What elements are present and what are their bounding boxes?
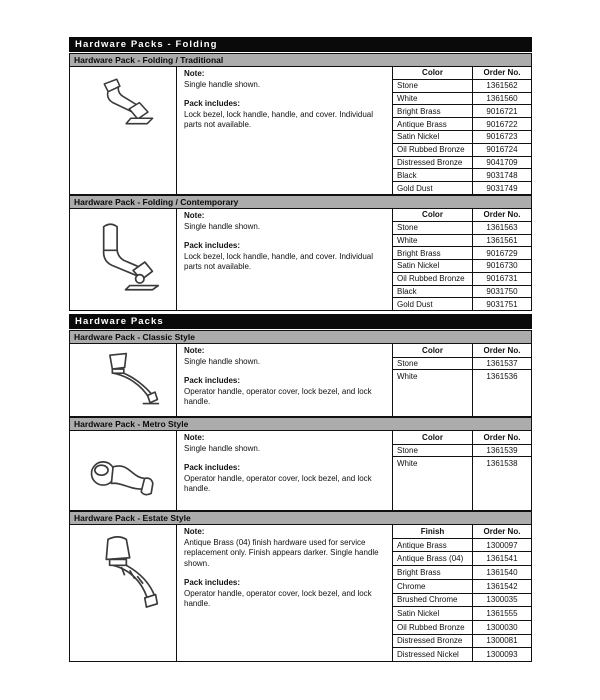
- order-table-row: [393, 285, 531, 298]
- order-no-cell: 9016724: [472, 144, 531, 156]
- order-table-row: [393, 181, 531, 194]
- group-header-bar: Hardware Packs - Folding: [69, 37, 532, 52]
- folding-contemporary-handle-drawing: [70, 209, 177, 310]
- order-table-row: [393, 246, 531, 259]
- order-no-cell: 9041709: [472, 157, 531, 169]
- metro-style-handle-drawing: [70, 431, 177, 510]
- finish-cell: White: [397, 372, 418, 382]
- order-no-cell: 1361538: [472, 457, 531, 510]
- finish-cell: Satin Nickel: [397, 261, 440, 271]
- finish-cell: Antique Brass: [397, 540, 447, 550]
- section-title-bar: Hardware Pack - Classic Style: [69, 330, 532, 344]
- order-no-cell: 1300093: [472, 648, 531, 661]
- section-title-bar: Hardware Pack - Folding / Traditional: [69, 53, 532, 67]
- section-notes: [177, 344, 392, 416]
- group-header-bar: Hardware Packs: [69, 314, 532, 329]
- order-no-cell: 9016729: [472, 247, 531, 259]
- order-table-row: [393, 606, 531, 620]
- finish-cell: Oil Rubbed Bronze: [397, 145, 465, 155]
- finish-cell: White: [397, 459, 418, 469]
- folding-traditional-handle-drawing: [70, 67, 177, 194]
- hardware-pack-section: [69, 511, 532, 662]
- finish-column-header: Color: [422, 210, 443, 220]
- order-no-cell: 1300097: [472, 539, 531, 552]
- section-content: [69, 524, 532, 662]
- pack-includes-text: Operator handle, operator cover, lock bezel, and lock handle.: [184, 473, 372, 494]
- order-table-row: [393, 357, 531, 370]
- order-table-header: [393, 431, 531, 444]
- order-table-header: [393, 525, 531, 538]
- order-table-row: [393, 130, 531, 143]
- pack-includes-text: Operator handle, operator cover, lock bezel, and lock handle.: [184, 386, 372, 407]
- order-table-row: [393, 579, 531, 593]
- order-table-row: [393, 168, 531, 181]
- order-table-row: [393, 259, 531, 272]
- order-no-cell: 9031749: [472, 182, 531, 194]
- finish-column-header: Color: [422, 68, 443, 78]
- order-table-row: [393, 104, 531, 117]
- note-text: Single handle shown.: [184, 221, 261, 231]
- pack-includes-text: Lock bezel, lock handle, handle, and cover. Individual parts not available.: [184, 109, 374, 130]
- finish-cell: Gold Dust: [397, 299, 433, 309]
- finish-cell: Stone: [397, 445, 418, 455]
- order-table-row: [393, 156, 531, 169]
- order-no-cell: 9031751: [472, 298, 531, 310]
- order-no-column-header: Order No.: [472, 67, 531, 79]
- note-label: Note:: [184, 527, 205, 536]
- order-no-cell: 1361537: [472, 358, 531, 370]
- finish-cell: Satin Nickel: [397, 609, 440, 619]
- finish-column-header: Color: [422, 432, 443, 442]
- order-table-row: [393, 538, 531, 552]
- order-table-row: [393, 117, 531, 130]
- pack-includes-label: Pack includes:: [184, 578, 241, 588]
- order-no-cell: 9031748: [472, 169, 531, 181]
- hardware-pack-section: [69, 195, 532, 311]
- order-no-column-header: Order No.: [472, 344, 531, 357]
- order-table-row: [393, 593, 531, 607]
- finish-cell: Bright Brass: [397, 248, 441, 258]
- section-notes: [177, 431, 392, 510]
- finish-cell: Stone: [397, 81, 418, 91]
- order-table: [392, 525, 531, 661]
- finish-cell: Gold Dust: [397, 183, 433, 193]
- hardware-group: [69, 314, 532, 662]
- finish-cell: White: [397, 93, 418, 103]
- order-table-row: [393, 647, 531, 661]
- order-no-cell: 1361560: [472, 93, 531, 105]
- order-no-cell: 1361536: [472, 370, 531, 416]
- note-label: Note:: [184, 69, 205, 78]
- classic-style-handle-drawing: [70, 344, 177, 416]
- order-table-row: [393, 620, 531, 634]
- order-no-cell: 1361561: [472, 235, 531, 247]
- section-title-bar: Hardware Pack - Folding / Contemporary: [69, 195, 532, 209]
- order-table-row: [393, 234, 531, 247]
- order-no-cell: 1361555: [472, 607, 531, 620]
- finish-cell: Distressed Nickel: [397, 650, 459, 660]
- pack-includes-label: Pack includes:: [184, 99, 241, 109]
- pack-includes-label: Pack includes:: [184, 376, 241, 386]
- order-no-cell: 1361539: [472, 445, 531, 457]
- order-table-row: [393, 456, 531, 510]
- note-label: Note:: [184, 211, 205, 220]
- section-notes: [177, 525, 392, 661]
- section-content: [69, 208, 532, 311]
- order-no-cell: 9016721: [472, 105, 531, 117]
- note-text: Antique Brass (04) finish hardware used for service replacement only. Finish appears darker. Single handle shown.: [184, 537, 379, 568]
- finish-column-header: Color: [422, 345, 443, 355]
- section-content: [69, 66, 532, 195]
- finish-cell: Satin Nickel: [397, 132, 440, 142]
- section-notes: [177, 67, 392, 194]
- catalog-page: [69, 37, 532, 662]
- order-no-column-header: Order No.: [472, 525, 531, 538]
- order-no-cell: 1361541: [472, 552, 531, 565]
- section-title-bar: Hardware Pack - Estate Style: [69, 511, 532, 525]
- order-table-header: [393, 344, 531, 357]
- order-table-row: [393, 634, 531, 648]
- finish-cell: Stone: [397, 223, 418, 233]
- hardware-pack-section: [69, 53, 532, 195]
- section-notes: [177, 209, 392, 310]
- finish-cell: Distressed Bronze: [397, 636, 463, 646]
- finish-cell: Bright Brass: [397, 106, 441, 116]
- finish-cell: Antique Brass: [397, 119, 447, 129]
- order-no-cell: 1361542: [472, 580, 531, 593]
- finish-cell: Distressed Bronze: [397, 157, 463, 167]
- finish-column-header: Finish: [420, 526, 445, 536]
- pack-includes-label: Pack includes:: [184, 463, 241, 473]
- note-text: Single handle shown.: [184, 443, 261, 453]
- finish-cell: Chrome: [397, 581, 426, 591]
- order-table-row: [393, 297, 531, 310]
- order-no-column-header: Order No.: [472, 431, 531, 444]
- finish-cell: Brushed Chrome: [397, 595, 458, 605]
- order-no-cell: 9016731: [472, 273, 531, 285]
- section-content: [69, 430, 532, 511]
- order-table-row: [393, 221, 531, 234]
- order-table-row: [393, 272, 531, 285]
- order-table-row: [393, 565, 531, 579]
- finish-cell: Bright Brass: [397, 567, 441, 577]
- finish-cell: Antique Brass (04): [397, 554, 464, 564]
- order-table: [392, 67, 531, 194]
- finish-cell: Stone: [397, 358, 418, 368]
- order-table: [392, 344, 531, 416]
- order-no-cell: 9016730: [472, 260, 531, 272]
- order-table-header: [393, 209, 531, 221]
- order-table-row: [393, 143, 531, 156]
- order-no-column-header: Order No.: [472, 209, 531, 221]
- order-table-row: [393, 551, 531, 565]
- finish-cell: White: [397, 235, 418, 245]
- note-label: Note:: [184, 433, 205, 442]
- order-no-cell: 1361562: [472, 80, 531, 92]
- order-no-cell: 9016722: [472, 118, 531, 130]
- pack-includes-text: Operator handle, operator cover, lock bezel, and lock handle.: [184, 588, 372, 609]
- pack-includes-text: Lock bezel, lock handle, handle, and cover. Individual parts not available.: [184, 251, 374, 272]
- finish-cell: Black: [397, 286, 417, 296]
- order-table: [392, 431, 531, 510]
- finish-cell: Oil Rubbed Bronze: [397, 622, 465, 632]
- order-no-cell: 1300081: [472, 635, 531, 648]
- order-no-cell: 1300030: [472, 621, 531, 634]
- estate-style-handle-drawing: [70, 525, 177, 661]
- note-text: Single handle shown.: [184, 79, 261, 89]
- order-no-cell: 1361540: [472, 566, 531, 579]
- pack-includes-label: Pack includes:: [184, 241, 241, 251]
- order-table-row: [393, 444, 531, 457]
- order-table-row: [393, 79, 531, 92]
- order-table: [392, 209, 531, 310]
- order-no-cell: 9031750: [472, 286, 531, 298]
- hardware-group: [69, 37, 532, 311]
- finish-cell: Oil Rubbed Bronze: [397, 274, 465, 284]
- order-table-header: [393, 67, 531, 79]
- order-no-cell: 1300035: [472, 594, 531, 607]
- order-no-cell: 1361563: [472, 222, 531, 234]
- hardware-pack-section: [69, 417, 532, 511]
- hardware-pack-section: [69, 330, 532, 417]
- order-no-cell: 9016723: [472, 131, 531, 143]
- section-title-bar: Hardware Pack - Metro Style: [69, 417, 532, 431]
- finish-cell: Black: [397, 170, 417, 180]
- note-text: Single handle shown.: [184, 356, 261, 366]
- note-label: Note:: [184, 346, 205, 355]
- order-table-row: [393, 369, 531, 416]
- order-table-row: [393, 92, 531, 105]
- section-content: [69, 343, 532, 417]
